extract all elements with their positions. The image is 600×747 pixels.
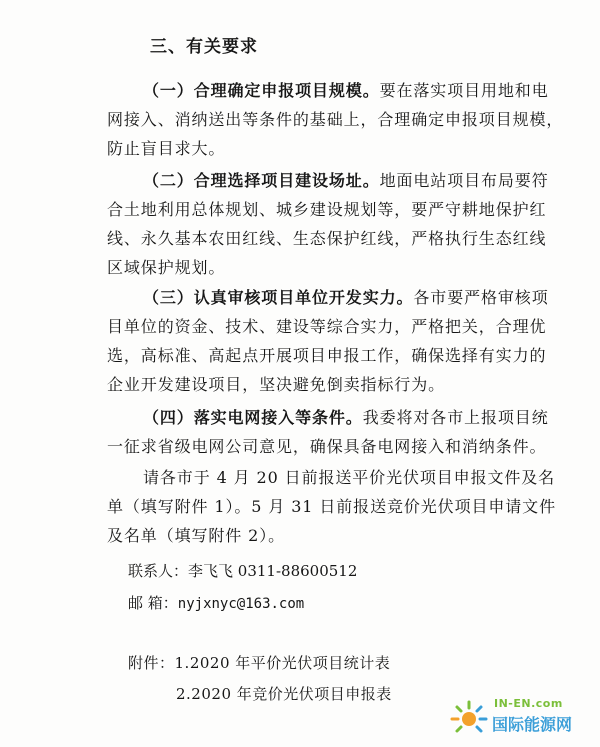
item-lead: （三）认真审核项目单位开发实力。 bbox=[143, 288, 414, 307]
in-en-watermark-logo bbox=[450, 695, 590, 739]
contact-person bbox=[128, 560, 357, 581]
item-text: 选，高标准、高起点开展项目申报工作，确保选择有实力的 bbox=[107, 346, 547, 365]
item-text: 一征求省级电网公司意见，确保具备电网接入和消纳条件。 bbox=[107, 437, 547, 456]
request-text: 单（填写附件 1）。5 月 31 日前报送竞价光伏项目申请文件 bbox=[107, 497, 556, 516]
item-text: 要在落实项目用地和电 bbox=[379, 81, 549, 100]
request-text: 及名单（填写附件 2）。 bbox=[107, 526, 286, 545]
item-text: 合土地利用总体规划、城乡建设规划等，要严守耕地保护红 bbox=[107, 200, 547, 219]
item-text: 各市要严格审核项 bbox=[413, 288, 549, 307]
requirement-item-1 bbox=[107, 76, 564, 163]
item-text: 线、永久基本农田红线、生态保护红线，严格执行生态红线 bbox=[107, 229, 547, 248]
contact-email-label: 邮 箱： bbox=[128, 594, 178, 612]
item-lead: （一）合理确定申报项目规模。 bbox=[143, 81, 380, 100]
item-text: 地面电站项目布局要符 bbox=[379, 171, 549, 190]
attachment-item: 2.2020 年竞价光伏项目申报表 bbox=[176, 685, 392, 703]
attachments-label: 附件： bbox=[128, 654, 175, 672]
requirement-item-4 bbox=[107, 403, 549, 461]
contact-person-value: 李飞飞 0311-88600512 bbox=[188, 562, 358, 580]
item-text: 我委将对各市上报项目统 bbox=[362, 408, 549, 427]
contact-person-label: 联系人： bbox=[128, 562, 189, 580]
item-lead: （二）合理选择项目建设场址。 bbox=[143, 171, 380, 190]
contact-email-value: nyjxnyc@163.com bbox=[177, 596, 305, 612]
attachment-1 bbox=[128, 652, 390, 673]
attachment-item: 1.2020 年平价光伏项目统计表 bbox=[174, 654, 391, 672]
item-text: 企业开发建设项目，坚决避免倒卖指标行为。 bbox=[107, 375, 446, 394]
item-text: 区域保护规划。 bbox=[107, 258, 226, 277]
item-text: 目单位的资金、技术、建设等综合实力，严格把关，合理优 bbox=[107, 317, 547, 336]
item-lead: （四）落实电网接入等条件。 bbox=[143, 408, 363, 427]
section-heading: 三、有关要求 bbox=[150, 37, 258, 57]
brand-cn-text: 国际能源网 bbox=[492, 715, 573, 734]
request-text: 请各市于 4 月 20 日前报送平价光伏项目申报文件及名 bbox=[143, 468, 556, 487]
item-text: 网接入、消纳送出等条件的基础上，合理确定申报项目规模， bbox=[107, 110, 564, 129]
requirement-item-3 bbox=[107, 283, 549, 399]
item-text: 防止盲目求大。 bbox=[107, 139, 226, 158]
attachment-2 bbox=[176, 683, 392, 704]
sun-logo-icon bbox=[450, 699, 488, 737]
contact-email bbox=[128, 592, 304, 613]
brand-en-text: IN-EN.com bbox=[494, 697, 563, 710]
requirement-item-2 bbox=[107, 166, 549, 282]
submission-request bbox=[107, 463, 556, 550]
